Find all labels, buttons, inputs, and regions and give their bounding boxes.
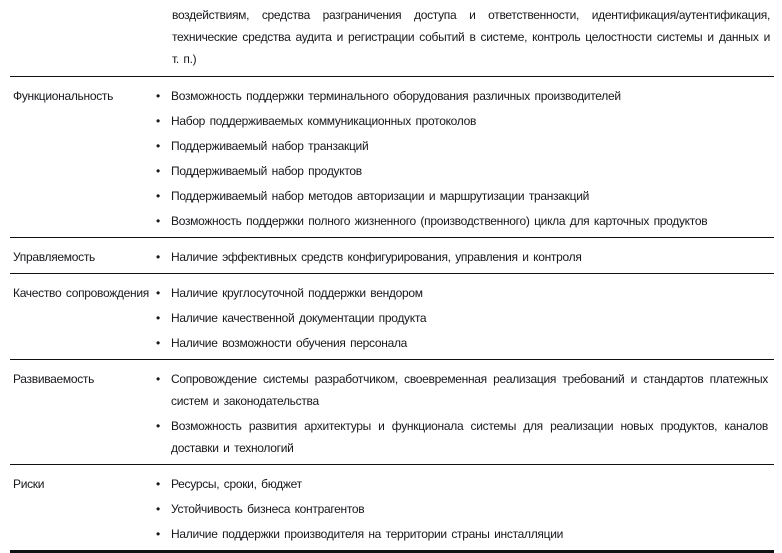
row-label: Управляемость bbox=[13, 250, 95, 264]
bullet-icon: • bbox=[156, 372, 160, 386]
bullet-icon: • bbox=[156, 311, 160, 325]
list-item bbox=[155, 160, 768, 182]
list-item-text: Сопровождение системы разработчиком, своевременная реализация требований и стандартов платежных систем и законодательства bbox=[171, 372, 768, 408]
row-label: Качество сопровождения bbox=[13, 286, 149, 300]
bullet-icon: • bbox=[156, 419, 160, 433]
list-item-text: Наличие круглосуточной поддержки вендором bbox=[171, 286, 423, 300]
list-item-text: Возможность поддержки полного жизненного (производственного) цикла для карточных продуктов bbox=[171, 214, 708, 228]
list-item bbox=[155, 473, 768, 495]
list-item bbox=[155, 135, 768, 157]
row-label: Развиваемость bbox=[13, 372, 95, 386]
list-item bbox=[155, 246, 768, 268]
list-item-text: Возможность поддержки терминального оборудования различных производителей bbox=[171, 89, 621, 103]
list-item bbox=[155, 523, 768, 545]
criteria-list bbox=[155, 85, 774, 232]
table-row-risks bbox=[10, 464, 774, 550]
list-item-text: Поддерживаемый набор продуктов bbox=[171, 164, 362, 178]
list-item bbox=[155, 85, 768, 107]
bullet-icon: • bbox=[156, 89, 160, 103]
row-label: Риски bbox=[13, 477, 45, 491]
list-item-text: Устойчивость бизнеса контрагентов bbox=[171, 502, 365, 516]
criteria-list bbox=[155, 368, 774, 459]
list-item-text: Возможность развития архитектуры и функционала системы для реализации новых продуктов, каналов доставки и технологий bbox=[171, 419, 768, 455]
book-page bbox=[0, 4, 782, 541]
table-row-functionality bbox=[10, 76, 774, 237]
table-row-manageability bbox=[10, 237, 774, 273]
criteria-table bbox=[10, 76, 774, 553]
criteria-list bbox=[155, 282, 774, 354]
list-item-text: Наличие поддержки производителя на территории страны инсталляции bbox=[171, 527, 564, 541]
bullet-icon: • bbox=[156, 250, 160, 264]
list-item-text: Ресурсы, сроки, бюджет bbox=[171, 477, 302, 491]
bullet-icon: • bbox=[156, 164, 160, 178]
list-item bbox=[155, 185, 768, 207]
list-item-text: Поддерживаемый набор транзакций bbox=[171, 139, 369, 153]
bullet-icon: • bbox=[156, 527, 160, 541]
bullet-icon: • bbox=[156, 477, 160, 491]
list-item bbox=[155, 415, 768, 459]
list-item bbox=[155, 110, 768, 132]
list-item bbox=[155, 282, 768, 304]
bullet-icon: • bbox=[156, 189, 160, 203]
list-item-text: Наличие эффективных средств конфигурирования, управления и контроля bbox=[171, 250, 582, 264]
list-item bbox=[155, 498, 768, 520]
criteria-list bbox=[155, 246, 774, 268]
list-item bbox=[155, 210, 768, 232]
list-item bbox=[155, 368, 768, 412]
bullet-icon: • bbox=[156, 336, 160, 350]
bullet-icon: • bbox=[156, 139, 160, 153]
list-item-text: Набор поддерживаемых коммуникационных протоколов bbox=[171, 114, 477, 128]
criteria-list bbox=[155, 473, 774, 545]
list-item bbox=[155, 307, 768, 329]
continuation-paragraph: воздействиям, средства разграничения доступа и ответственности, идентификация/аутентификация, технические средства аудита и регистрации событий в системе, контроль целостности системы и данных и т. п.) bbox=[172, 8, 770, 66]
table-row-extensibility bbox=[10, 359, 774, 464]
bullet-icon: • bbox=[156, 286, 160, 300]
list-item-text: Наличие качественной документации продукта bbox=[171, 311, 427, 325]
list-item bbox=[155, 332, 768, 354]
row-label: Функциональность bbox=[13, 89, 114, 103]
bullet-icon: • bbox=[156, 214, 160, 228]
bullet-icon: • bbox=[156, 114, 160, 128]
table-row-support-quality bbox=[10, 273, 774, 359]
bullet-icon: • bbox=[156, 502, 160, 516]
list-item-text: Наличие возможности обучения персонала bbox=[171, 336, 408, 350]
list-item-text: Поддерживаемый набор методов авторизации и маршрутизации транзакций bbox=[171, 189, 590, 203]
